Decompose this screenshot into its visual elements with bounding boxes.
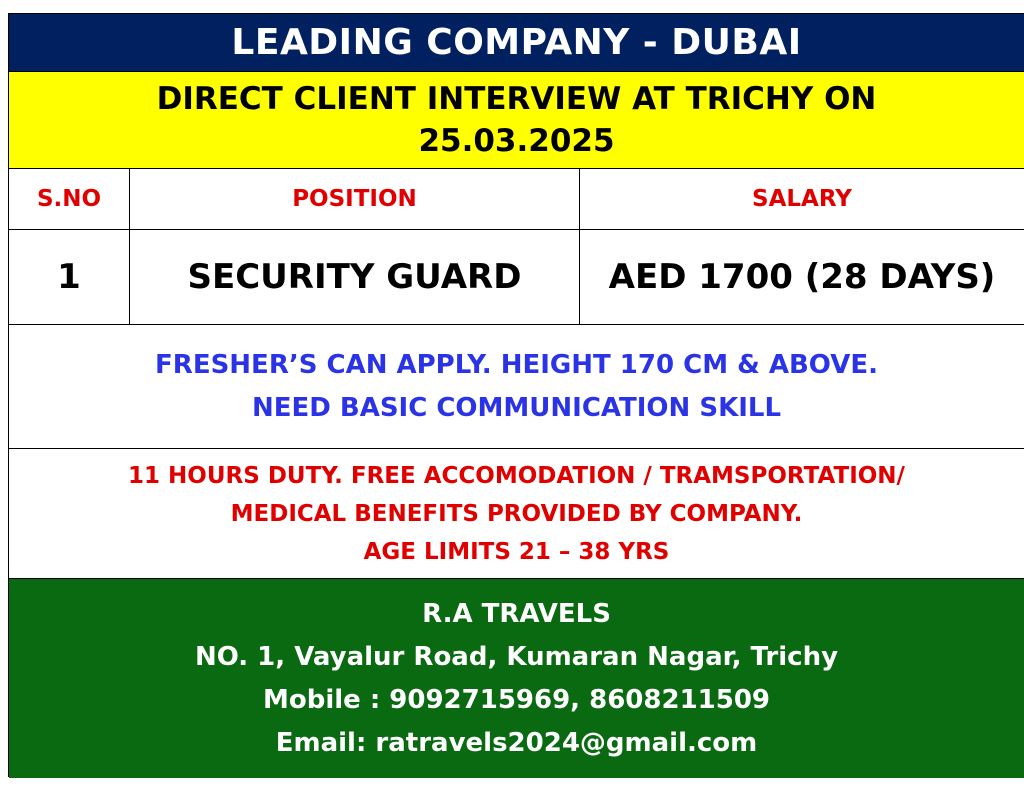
contact-block: [9, 579, 1024, 778]
row-salary: AED 1700 (28 DAYS): [608, 257, 996, 297]
header-sno: S.NO: [9, 169, 130, 229]
interview-banner: [9, 72, 1024, 169]
requirements-line-1: FRESHER’S CAN APPLY. HEIGHT 170 CM & ABOVE.: [155, 349, 878, 380]
benefits-line-1: 11 HOURS DUTY. FREE ACCOMODATION / TRAMSPORTATION/: [128, 462, 905, 489]
agency-name: R.A TRAVELS: [422, 598, 611, 629]
header-salary: SALARY: [752, 186, 852, 212]
table-header: [9, 169, 1024, 230]
table-row: [9, 230, 1024, 325]
interview-line: DIRECT CLIENT INTERVIEW AT TRICHY ON: [156, 81, 877, 117]
requirements: [9, 325, 1024, 449]
agency-email: Email: ratravels2024@gmail.com: [275, 727, 758, 758]
job-poster: [8, 13, 1024, 777]
row-position: SECURITY GUARD: [130, 230, 580, 324]
poster-title: LEADING COMPANY - DUBAI: [9, 14, 1024, 72]
requirements-line-2: NEED BASIC COMMUNICATION SKILL: [251, 392, 782, 423]
interview-date: 25.03.2025: [418, 123, 615, 159]
benefits-line-3: AGE LIMITS 21 – 38 YRS: [363, 538, 670, 565]
row-sno: 1: [9, 230, 130, 324]
header-position: POSITION: [130, 169, 580, 229]
agency-mobile: Mobile : 9092715969, 8608211509: [262, 684, 771, 715]
agency-address: NO. 1, Vayalur Road, Kumaran Nagar, Trichy: [194, 641, 839, 672]
benefits: [9, 449, 1024, 579]
benefits-line-2: MEDICAL BENEFITS PROVIDED BY COMPANY.: [230, 500, 803, 527]
